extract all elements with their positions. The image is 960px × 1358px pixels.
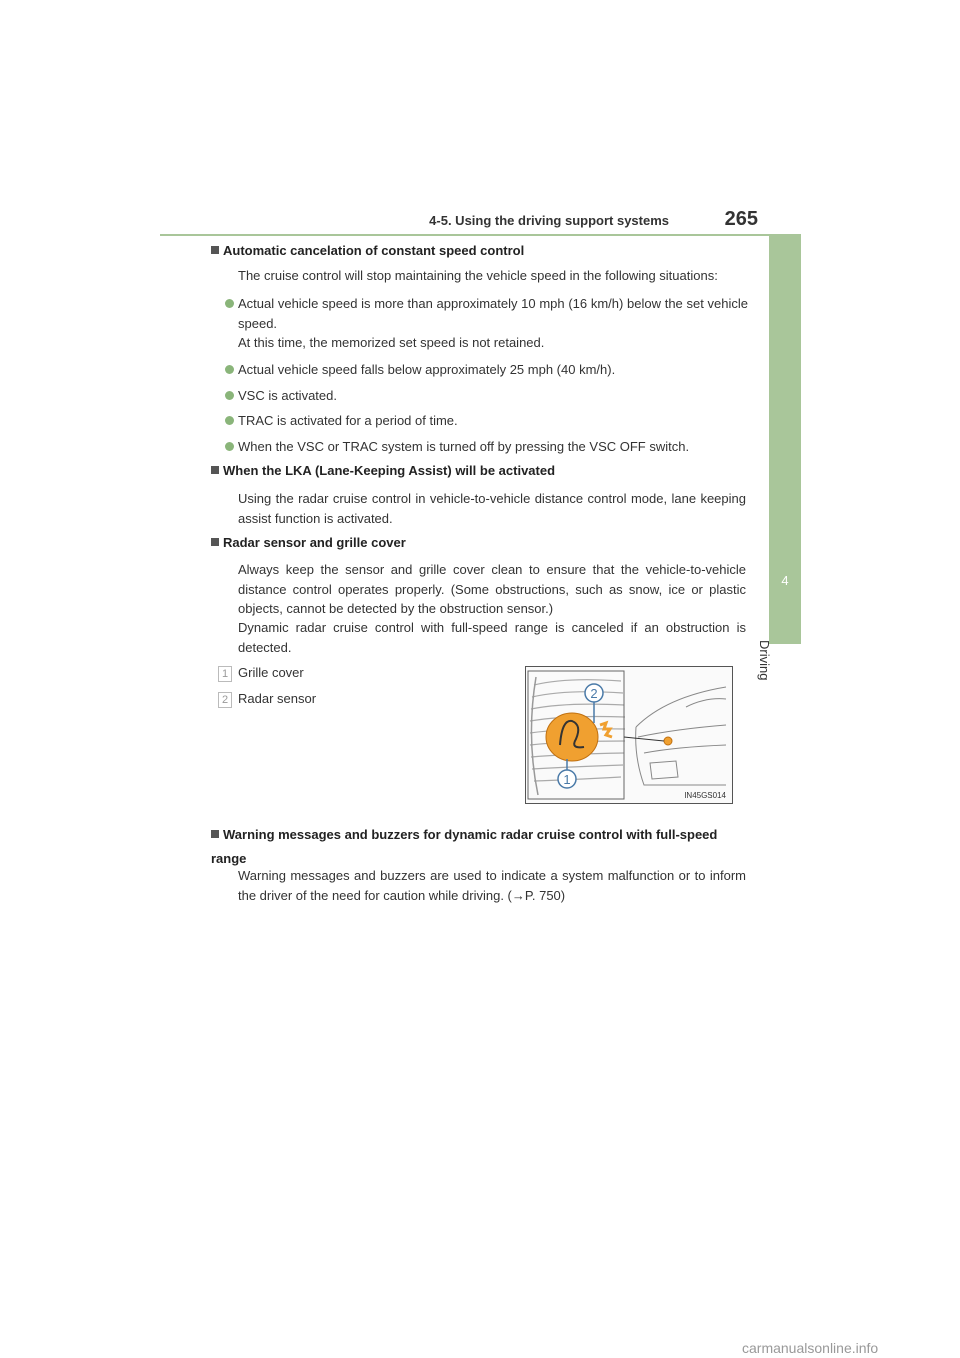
bullet-dot-icon [225,365,234,374]
warning-body: Warning messages and buzzers are used to indicate a system malfunction or to inform the driver of the need for caution while driving. (→P. 750) [238,868,746,903]
bullet-dot-icon [225,442,234,451]
section-heading-lka: When the LKA (Lane-Keeping Assist) will be activated [211,463,555,478]
square-bullet-icon [211,830,219,838]
auto-cancel-intro: The cruise control will stop maintaining the vehicle speed in the following situations: [238,268,718,283]
callout-number: 2 [218,692,232,708]
callout-item-grille-cover: 1 Grille cover [218,663,418,683]
callout-number: 1 [218,666,232,682]
square-bullet-icon [211,246,219,254]
list-item: TRAC is activated for a period of time. [238,411,748,431]
section-heading-warning: Warning messages and buzzers for dynamic radar cruise control with full-speed range [211,827,718,866]
chapter-number: 4 [781,573,789,588]
chapter-label: Driving [757,640,772,681]
svg-text:2: 2 [590,686,598,701]
car-front-drawing [526,667,732,803]
list-item: Actual vehicle speed falls below approximately 25 mph (40 km/h). [238,360,748,380]
svg-text:1: 1 [563,772,571,787]
square-bullet-icon [211,538,219,546]
radar-sensor-illustration [525,666,733,804]
chapter-tab [769,236,801,644]
square-bullet-icon [211,466,219,474]
list-item-note: At this time, the memorized set speed is not retained. [238,335,545,350]
section-title: 4-5. Using the driving support systems [429,213,669,228]
bullet-dot-icon [225,299,234,308]
bullet-dot-icon [225,391,234,400]
page-number: 265 [724,208,758,230]
list-item: When the VSC or TRAC system is turned off by pressing the VSC OFF switch. [238,437,748,457]
radar-body-2: Dynamic radar cruise control with full-speed range is canceled if an obstruction is detected. [238,620,746,655]
list-item: VSC is activated. [238,386,748,406]
radar-body-1: Always keep the sensor and grille cover clean to ensure that the vehicle-to-vehicle distance control operates properly. (Some obstructions, such as snow, ice or plastic objects, cannot be detected by the obstruction sensor.) [238,562,746,616]
list-item: Actual vehicle speed is more than approximately 10 mph (16 km/h) below the set vehicle speed. [238,294,748,333]
watermark: carmanualsonline.info [742,1340,879,1356]
page-header [160,200,801,236]
lka-body: Using the radar cruise control in vehicle-to-vehicle distance control mode, lane keeping assist function is activated. [238,491,746,526]
section-heading-auto-cancel: Automatic cancelation of constant speed control [211,243,524,258]
figure-code: IN45GS014 [684,791,726,800]
bullet-dot-icon [225,416,234,425]
section-heading-radar: Radar sensor and grille cover [211,535,406,550]
callout-item-radar-sensor: 2 Radar sensor [218,689,418,709]
